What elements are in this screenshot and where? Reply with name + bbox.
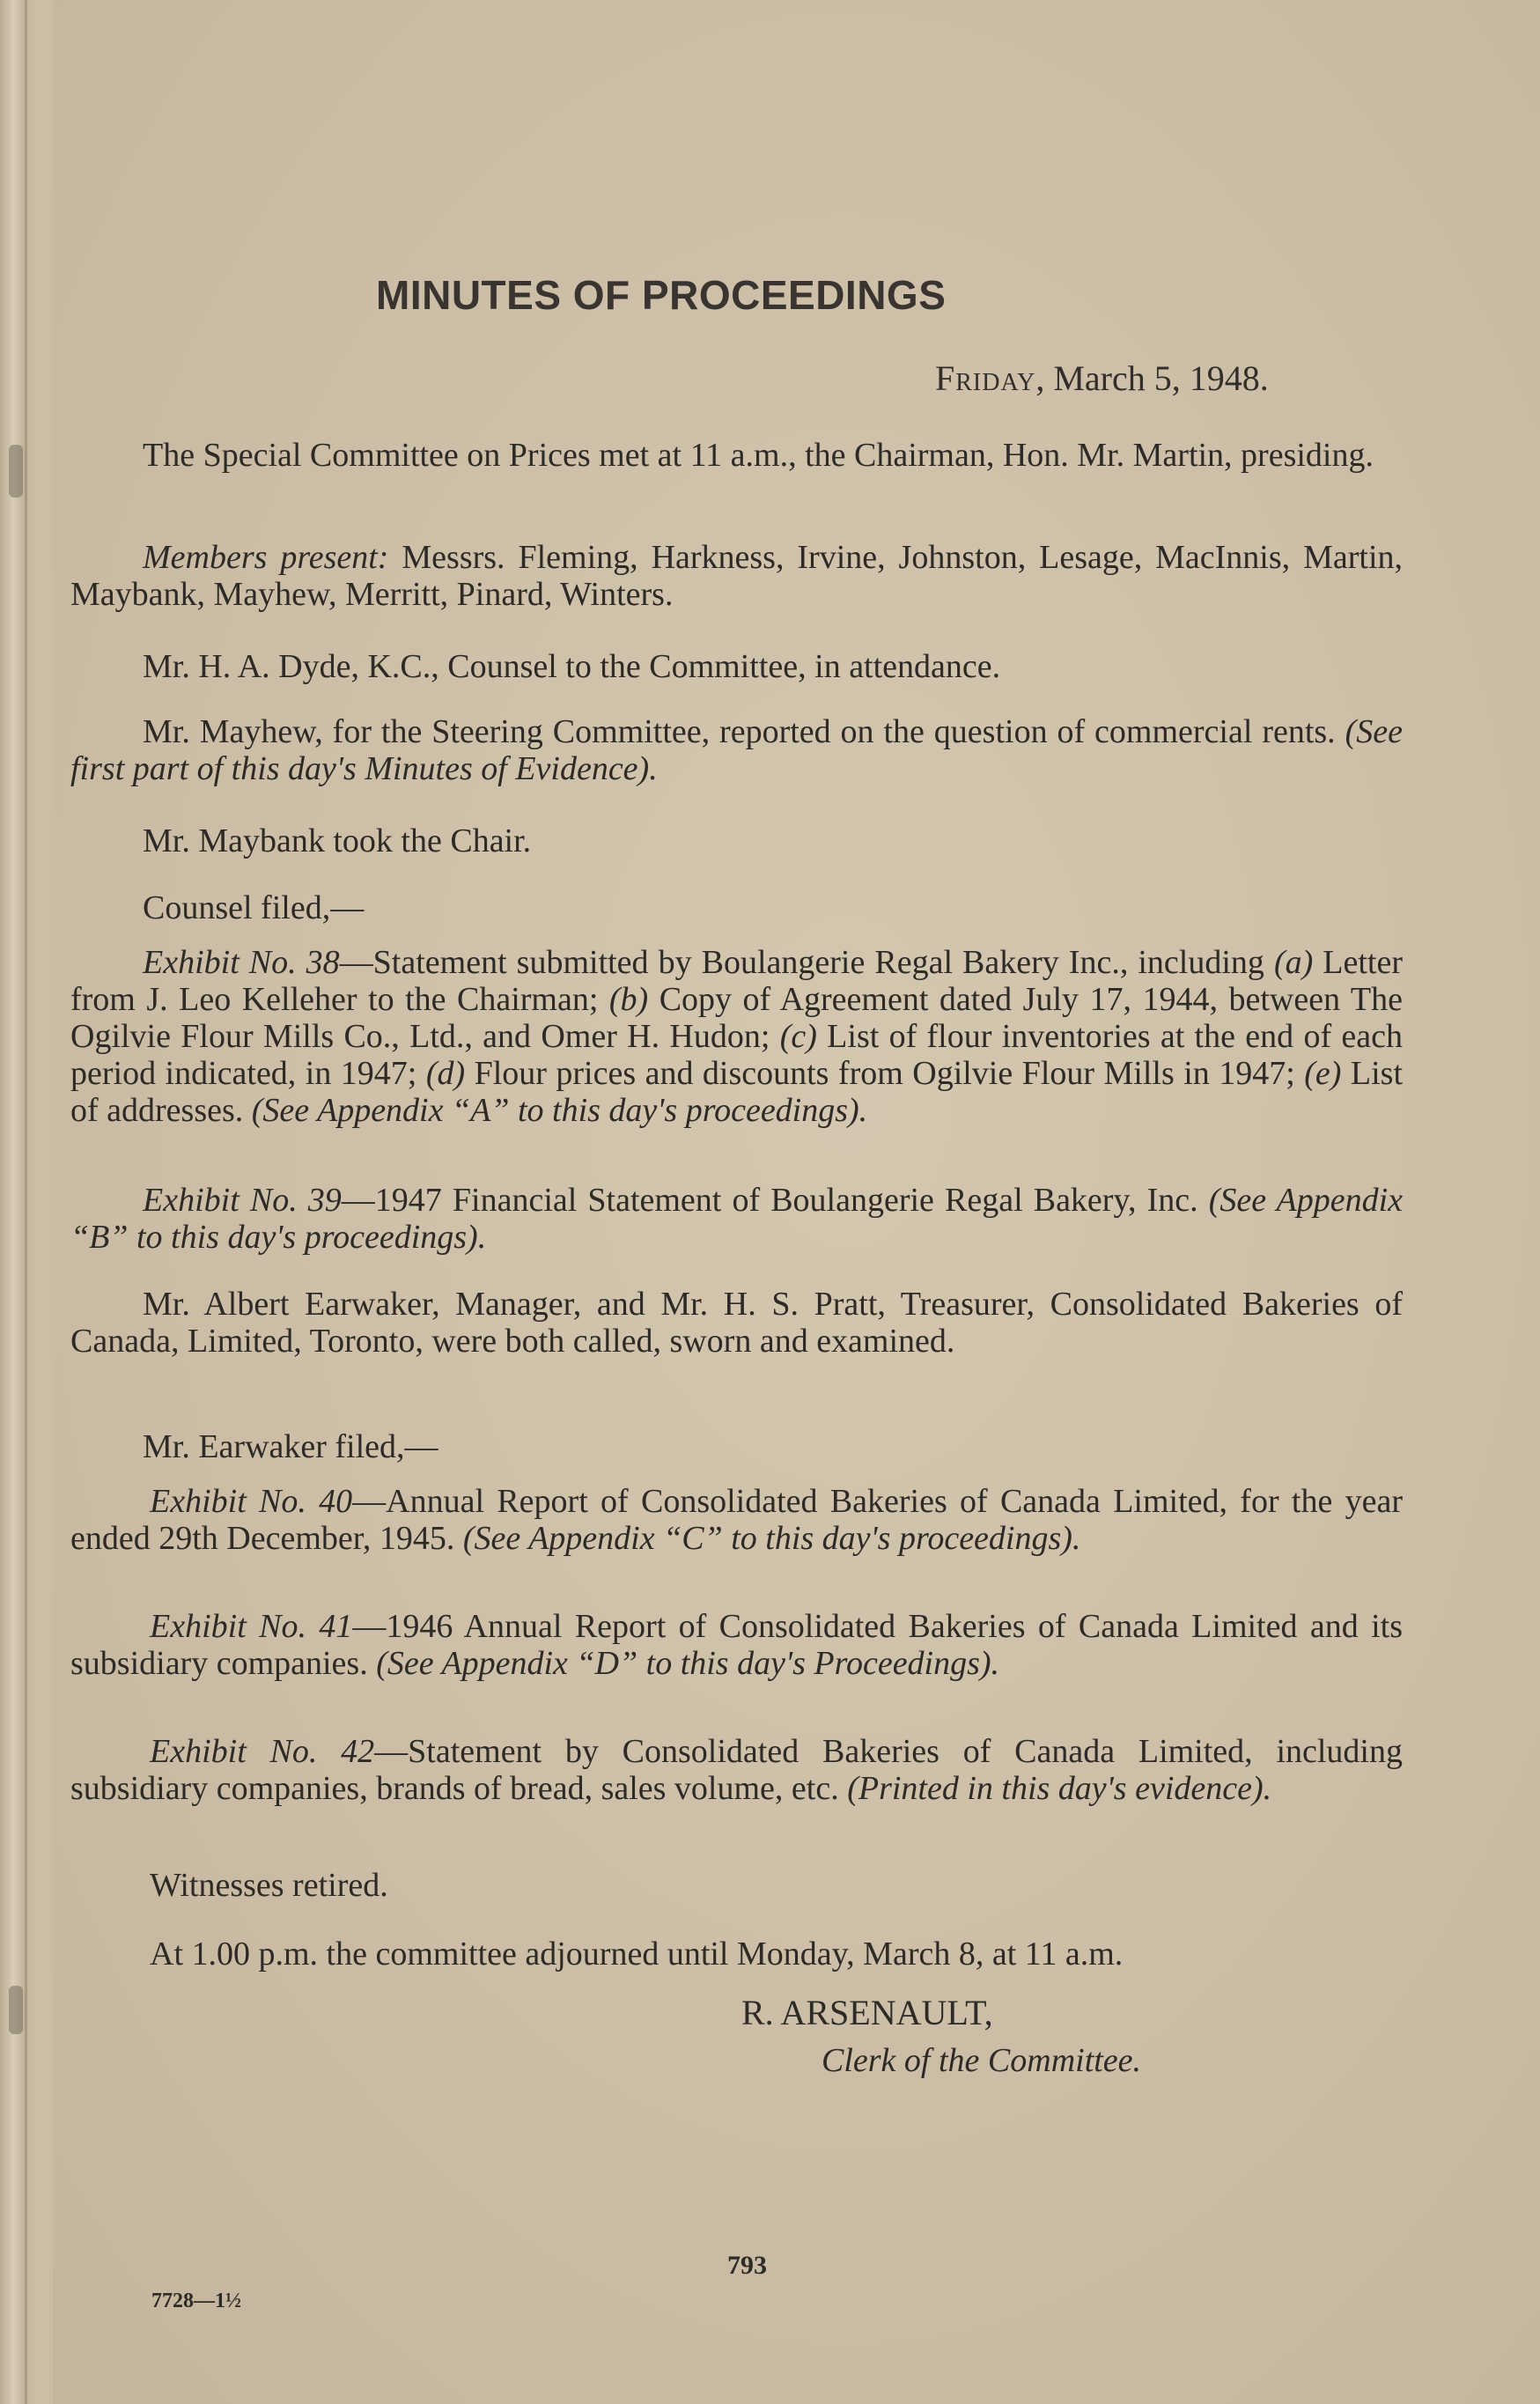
page-spine xyxy=(0,0,53,2404)
exhibit-39-text: —1947 Financial Statement of Boulangerie Regal Bakery, Inc. xyxy=(341,1182,1209,1219)
exhibit-39-ref: (See Appendix “B” to this day's proceedings). xyxy=(70,1182,1403,1256)
members-present-paragraph xyxy=(70,539,1403,613)
clerk-name: R. ARSENAULT, xyxy=(741,1993,993,2032)
earwaker-filed-paragraph: Mr. Earwaker filed,— xyxy=(143,1428,438,1465)
counsel-filed-paragraph: Counsel filed,— xyxy=(143,889,365,926)
exhibit-38-ref: (See Appendix “A” to this day's proceedings). xyxy=(251,1092,868,1129)
exhibit-38-text: —Statement submitted by Boulangerie Regal Bakery Inc., including xyxy=(339,944,1274,981)
exhibit-38-text: List of addresses. xyxy=(70,1055,1403,1129)
exhibit-38-text: Copy of Agreement dated July 17, 1944, between The Ogilvie Flour Mills Co., Ltd., and Omer H. Hudon; xyxy=(70,981,1403,1055)
clerk-title: Clerk of the Committee. xyxy=(822,2042,1142,2079)
exhibit-38-text: Flour prices and discounts from Ogilvie Flour Mills in 1947; xyxy=(465,1055,1305,1092)
exhibit-38-item-marker: (b) xyxy=(608,981,649,1018)
exhibit-42-label: Exhibit No. 42 xyxy=(150,1733,375,1770)
members-present-label: Members present: xyxy=(143,539,389,576)
steering-ref: (See first part of this day's Minutes of Evidence). xyxy=(70,713,1403,787)
exhibit-41-paragraph xyxy=(70,1608,1403,1682)
counsel-paragraph: Mr. H. A. Dyde, K.C., Counsel to the Committee, in attendance. xyxy=(143,648,1001,685)
members-list: Messrs. Fleming, Harkness, Irvine, Johnston, Lesage, MacInnis, Martin, Maybank, Mayhew, Merritt, Pinard, Winters. xyxy=(70,539,1404,613)
date-rest: , March 5, 1948. xyxy=(1035,358,1269,398)
exhibit-39-label: Exhibit No. 39 xyxy=(143,1182,342,1219)
chair-paragraph: Mr. Maybank took the Chair. xyxy=(143,822,532,859)
exhibit-42-paragraph xyxy=(70,1733,1403,1807)
exhibit-38-item-marker: (a) xyxy=(1273,944,1314,981)
exhibit-38-item-marker: (c) xyxy=(779,1018,817,1055)
exhibit-42-text: —Statement by Consolidated Bakeries of Canada Limited, including subsidiary companies, brands of bread, sales volume, etc. xyxy=(70,1733,1403,1807)
print-code: 7728—1½ xyxy=(151,2290,241,2312)
spine-mark xyxy=(9,445,23,498)
exhibit-38-item-marker: (e) xyxy=(1304,1055,1342,1092)
steering-committee-paragraph xyxy=(70,713,1403,787)
spine-line xyxy=(25,0,27,2404)
exhibit-40-ref: (See Appendix “C” to this day's proceedings). xyxy=(462,1520,1081,1557)
witnesses-retired-paragraph: Witnesses retired. xyxy=(150,1867,388,1904)
exhibit-41-label: Exhibit No. 41 xyxy=(150,1608,353,1645)
date-weekday: Friday xyxy=(935,358,1036,398)
exhibit-40-text: —Annual Report of Consolidated Bakeries of Canada Limited, for the year ended 29th December, 1945. xyxy=(70,1483,1403,1557)
exhibit-41-ref: (See Appendix “D” to this day's Proceedings). xyxy=(376,1645,1000,1682)
opening-paragraph: The Special Committee on Prices met at 11 a.m., the Chairman, Hon. Mr. Martin, presiding. xyxy=(143,437,1374,474)
exhibit-38-text: List of flour inventories at the end of each period indicated, in 1947; xyxy=(70,1018,1403,1092)
exhibit-42-ref: (Printed in this day's evidence). xyxy=(847,1770,1272,1807)
page-title: MINUTES OF PROCEEDINGS xyxy=(376,272,947,318)
exhibit-38-text: Letter from J. Leo Kelleher to the Chairman; xyxy=(70,944,1403,1018)
meeting-date xyxy=(935,358,1340,399)
spine-mark xyxy=(9,1986,23,2034)
page-number: 793 xyxy=(727,2251,767,2280)
adjournment-paragraph: At 1.00 p.m. the committee adjourned until Monday, March 8, at 11 a.m. xyxy=(150,1936,1124,1973)
exhibit-40-paragraph xyxy=(70,1483,1403,1557)
exhibit-38-item-marker: (d) xyxy=(425,1055,466,1092)
witnesses-called-paragraph: Mr. Albert Earwaker, Manager, and Mr. H. S. Pratt, Treasurer, Consolidated Bakeries of Canada, Limited, Toronto, were both called, sworn and examined. xyxy=(70,1286,1403,1360)
exhibit-41-text: —1946 Annual Report of Consolidated Bakeries of Canada Limited and its subsidiary companies. xyxy=(70,1608,1403,1682)
steering-text: Mr. Mayhew, for the Steering Committee, reported on the question of commercial rents. xyxy=(143,713,1345,750)
exhibit-40-label: Exhibit No. 40 xyxy=(150,1483,353,1520)
exhibit-38-paragraph xyxy=(70,944,1403,1129)
exhibit-38-label: Exhibit No. 38 xyxy=(143,944,340,981)
exhibit-39-paragraph xyxy=(70,1182,1403,1256)
